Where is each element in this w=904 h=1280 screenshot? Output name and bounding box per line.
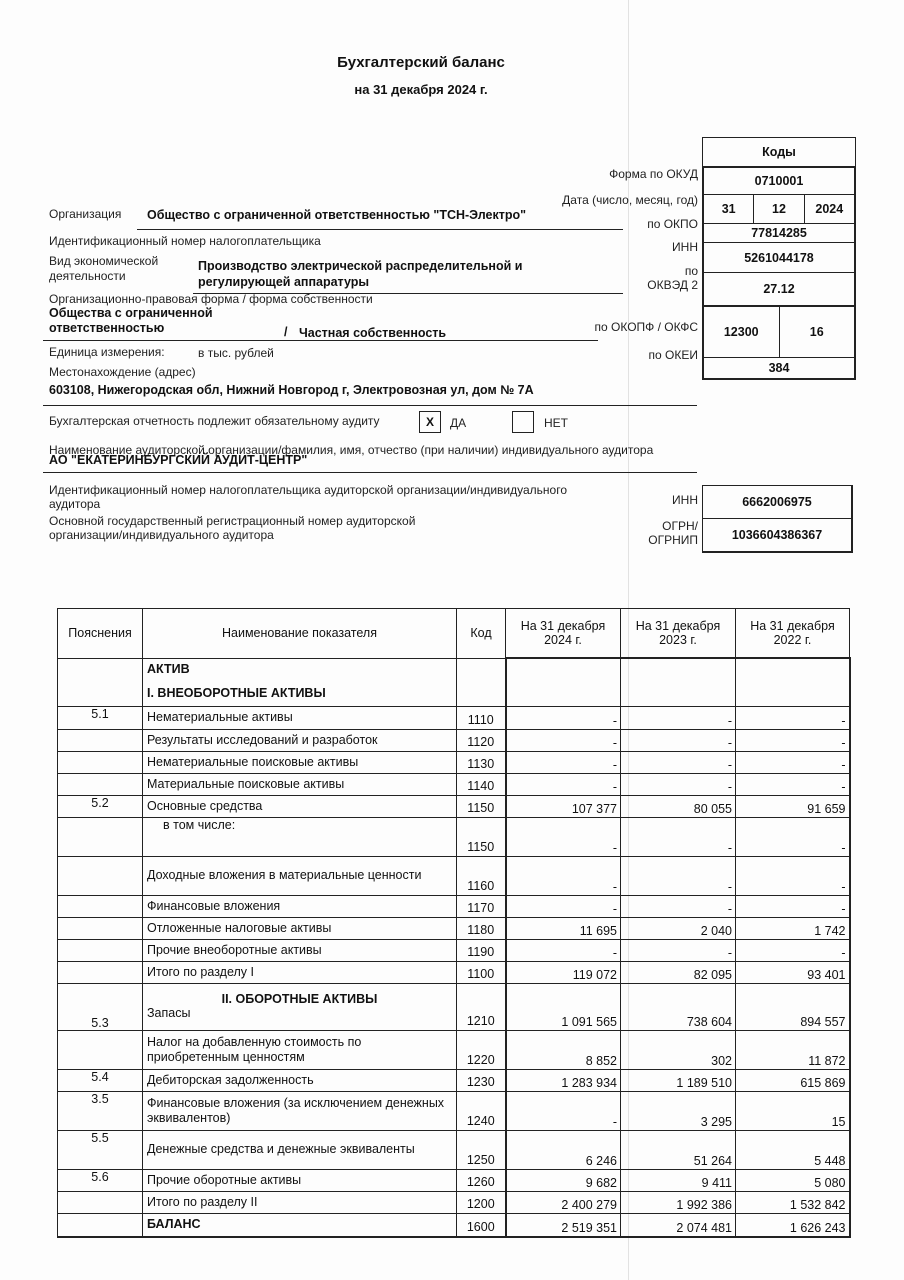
row-value-2022: - [736,706,850,729]
table-row [58,773,850,795]
okved-label-2: ОКВЭД 2 [647,278,698,292]
col-header-notes: Пояснения [58,609,143,659]
audit-yes-label: ДА [450,416,467,430]
row-note: 5.4 [58,1069,143,1091]
row-name-text: Материальные поисковые активы [147,776,345,791]
col-header-2024-l2: 2024 г. [544,633,582,647]
auditor-codes-box [702,485,853,553]
table-row [58,706,850,729]
table-row [58,856,850,895]
row-value-2024: 9 682 [506,1169,621,1191]
row-name-text: Доходные вложения в материальные ценности [147,868,422,882]
row-value-2022: - [736,939,850,961]
section-aktiv: АКТИВ [147,661,190,676]
codes-box [702,137,856,380]
date-month: 12 [753,195,803,223]
row-value-2024: - [506,817,621,856]
date-label: Дата (число, месяц, год) [562,193,698,207]
row-value-2023: 302 [621,1030,736,1069]
row-name-text: Денежные средства и денежные эквиваленты [147,1142,415,1156]
table-row [58,1213,850,1237]
okpo-value: 77814285 [751,226,807,240]
table-row [58,1069,850,1091]
row-name-text: Основные средства [147,798,263,813]
table-row [58,751,850,773]
row-value-2024: - [506,706,621,729]
col-header-2024 [506,609,621,659]
row-code: 1140 [457,773,506,795]
row-name-text: Прочие оборотные активы [147,1172,302,1187]
row-note [58,856,143,895]
row-value-2023: 2 074 481 [621,1213,736,1237]
row-name [143,1169,457,1191]
row-value-2022: - [736,729,850,751]
row-value-2022: 615 869 [736,1069,850,1091]
okud-label: Форма по ОКУД [609,167,698,181]
row-name [143,1091,457,1130]
row-value-2022: 1 742 [736,917,850,939]
row-code: 1190 [457,939,506,961]
row-code: 1130 [457,751,506,773]
row-value-2023: 2 040 [621,917,736,939]
row-note [58,729,143,751]
row-value-2022: - [736,856,850,895]
row-code: 1120 [457,729,506,751]
row-value-2023: 9 411 [621,1169,736,1191]
row-note [58,1191,143,1213]
table-row [58,1130,850,1169]
row-note: 5.6 [58,1169,143,1191]
row-value-2024: - [506,773,621,795]
row-name [143,817,457,856]
row-name [143,795,457,817]
col-header-2022-l1: На 31 декабря [750,619,835,633]
table-row [58,795,850,817]
okved-label-1: по [684,264,698,278]
table-row [58,817,850,856]
table-row [58,939,850,961]
auditor-inn-short-label: ИНН [672,493,698,507]
row-code: 1220 [457,1030,506,1069]
row-value-2024: 2 400 279 [506,1191,621,1213]
row-note [58,1030,143,1069]
unit-value: в тыс. рублей [198,346,274,360]
okopf-label: по ОКОПФ / ОКФС [594,320,698,334]
row-value-2023: - [621,751,736,773]
row-value-2024: 2 519 351 [506,1213,621,1237]
row-code: 1600 [457,1213,506,1237]
auditor-ogrn-short-label-1: ОГРН/ [662,519,698,533]
row-value-2023: 1 189 510 [621,1069,736,1091]
row-value-2024: - [506,751,621,773]
auditor-inn-label-1: Идентификационный номер налогоплательщика аудиторской организации/индивидуального [49,483,567,497]
row-note [58,817,143,856]
row-value-2022: 93 401 [736,961,850,983]
auditor-ogrn-label-1: Основной государственный регистрационный номер аудиторской [49,514,416,528]
col-header-code: Код [457,609,506,659]
row-code: 1170 [457,895,506,917]
row-value-2022: - [736,817,850,856]
row-name-text: Финансовые вложения (за исключением денежных эквивалентов) [147,1095,445,1125]
row-note: 5.2 [58,795,143,817]
col-header-2024-l1: На 31 декабря [520,619,606,633]
row-name [143,1069,457,1091]
org-underline [137,229,623,230]
row-note: 5.1 [58,706,143,729]
row-name-text: Результаты исследований и разработок [147,732,378,747]
row-value-2023: 51 264 [621,1130,736,1169]
row-value-2022: 15 [736,1091,850,1130]
row-value-2022: - [736,895,850,917]
table-row [58,1030,850,1069]
table-row [58,895,850,917]
row-code: 1150 [457,795,506,817]
row-name-text: Отложенные налоговые активы [147,920,332,935]
row-name [143,961,457,983]
row-code: 1250 [457,1130,506,1169]
inn-field-label: Идентификационный номер налогоплательщика [49,234,321,248]
row-value-2024: - [506,895,621,917]
date-year: 2024 [804,195,854,223]
row-value-2024: 11 695 [506,917,621,939]
row-name [143,1213,457,1237]
row-name [143,773,457,795]
row-value-2023: 738 604 [621,983,736,1030]
row-name [143,983,457,1030]
row-name-text: Итого по разделу I [147,964,254,979]
auditor-ogrn-label-2: организации/индивидуального аудитора [49,528,274,542]
row-value-2023: - [621,856,736,895]
row-name-text: Дебиторская задолженность [147,1072,314,1087]
row-name-text: Прочие внеоборотные активы [147,942,322,957]
row-value-2022: 91 659 [736,795,850,817]
auditor-inn-label-2: аудитора [49,497,101,511]
row-value-2022: - [736,751,850,773]
table-row [58,1169,850,1191]
legal-form-value-2: ответственностью [49,321,165,335]
row-code: 1100 [457,961,506,983]
row-name-text: Финансовые вложения [147,898,281,913]
row-name [143,1130,457,1169]
legal-form-label: Организационно-правовая форма / форма собственности [49,292,373,306]
document-subtitle: на 31 декабря 2024 г. [354,82,488,97]
row-note: 5.3 [58,983,143,1030]
col-header-2023-l1: На 31 декабря [635,619,721,633]
auditor-ogrn-value: 1036604386367 [703,518,851,551]
col-header-2022 [736,609,850,659]
table-row [58,729,850,751]
row-value-2024: 6 246 [506,1130,621,1169]
document-title: Бухгалтерский баланс [337,54,505,71]
auditor-ogrn-short-label-2: ОГРНИП [648,533,698,547]
address-value: 603108, Нижегородская обл, Нижний Новгород г, Электровозная ул, дом № 7А [49,383,534,397]
row-value-2024: - [506,939,621,961]
activity-label-2: деятельности [49,269,126,283]
activity-value-1: Производство электрической распределительной и [198,259,523,273]
address-label: Местонахождение (адрес) [49,365,196,379]
legal-form-value-1: Общества с ограниченной [49,306,213,320]
row-code: 1230 [457,1069,506,1091]
ownership-separator: / [284,325,288,339]
row-value-2022: 11 872 [736,1030,850,1069]
row-value-2023: - [621,773,736,795]
row-value-2022: - [736,773,850,795]
row-value-2024: - [506,1091,621,1130]
row-value-2024: 1 091 565 [506,983,621,1030]
audit-no-label: НЕТ [544,416,568,430]
row-name [143,706,457,729]
row-name [143,751,457,773]
audit-no-checkbox[interactable] [512,411,534,433]
okved-value: 27.12 [763,282,795,296]
activity-value-2: регулирующей аппаратуры [198,275,370,289]
row-name-text: Запасы [147,1006,191,1020]
row-value-2024: - [506,856,621,895]
row-value-2024: - [506,729,621,751]
okei-label: по ОКЕИ [648,348,698,362]
audit-yes-checkbox[interactable]: X [419,411,441,433]
row-name-text: в том числе: [163,817,236,832]
table-row [58,983,850,1030]
audit-question: Бухгалтерская отчетность подлежит обязательному аудиту [49,414,380,428]
table-header-row [58,609,850,659]
okopf-value: 12300 [723,325,759,339]
row-name [143,1191,457,1213]
row-note [58,939,143,961]
row-value-2024: 119 072 [506,961,621,983]
row-value-2024: 8 852 [506,1030,621,1069]
org-value: Общество с ограниченной ответственностью "ТСН-Электро" [147,208,527,222]
unit-label: Единица измерения: [49,345,165,359]
address-underline [43,405,697,406]
col-header-2023-l2: 2023 г. [659,633,697,647]
row-code: 1160 [457,856,506,895]
row-note [58,1213,143,1237]
row-note [58,751,143,773]
row-note: 5.5 [58,1130,143,1169]
row-name-text: БАЛАНС [147,1217,201,1231]
table-row [58,1191,850,1213]
ownership-value: Частная собственность [299,326,447,340]
row-value-2022: 1 532 842 [736,1191,850,1213]
table-row [58,1091,850,1130]
row-value-2022: 5 080 [736,1169,850,1191]
row-value-2023: 1 992 386 [621,1191,736,1213]
row-note: 3.5 [58,1091,143,1130]
org-label: Организация [49,207,122,221]
row-value-2023: 3 295 [621,1091,736,1130]
row-value-2022: 1 626 243 [736,1213,850,1237]
okud-value: 0710001 [754,174,804,188]
row-value-2023: - [621,729,736,751]
row-value-2023: 80 055 [621,795,736,817]
row-code: 1260 [457,1169,506,1191]
row-code: 1210 [457,983,506,1030]
row-value-2022: 5 448 [736,1130,850,1169]
row-note [58,961,143,983]
table-row [58,917,850,939]
codes-header: Коды [703,138,855,168]
row-value-2023: - [621,895,736,917]
auditor-inn-value: 6662006975 [742,495,812,509]
section-1-title: I. ВНЕОБОРОТНЫЕ АКТИВЫ [147,685,326,700]
okfs-value: 16 [779,307,855,357]
row-name-text: Нематериальные поисковые активы [147,754,359,769]
row-name [143,895,457,917]
row-code: 1150 [457,817,506,856]
row-name-text: Нематериальные активы [147,710,293,724]
row-code: 1180 [457,917,506,939]
col-header-2022-l2: 2022 г. [773,633,812,647]
row-code: 1240 [457,1091,506,1130]
row-code: 1200 [457,1191,506,1213]
row-note [58,895,143,917]
row-name [143,917,457,939]
row-value-2023: - [621,939,736,961]
table-row [58,961,850,983]
col-header-name: Наименование показателя [143,609,457,659]
inn-label: ИНН [672,240,698,254]
date-day: 31 [721,202,736,216]
row-value-2024: 1 283 934 [506,1069,621,1091]
row-value-2024: 107 377 [506,795,621,817]
row-note [58,773,143,795]
row-name-text: Налог на добавленную стоимость по приобретенным ценностям [147,1034,362,1064]
row-value-2023: - [621,706,736,729]
row-name [143,1030,457,1069]
row-name [143,729,457,751]
okei-value: 384 [768,361,790,375]
section-header-row [58,658,850,706]
section-2-title: II. ОБОРОТНЫЕ АКТИВЫ [221,992,378,1006]
auditor-name-label: Наименование аудиторской организации/фамилия, имя, отчество (при наличии) индивидуального аудитора [49,443,654,457]
col-header-2023 [621,609,736,659]
activity-label-1: Вид экономической [49,254,159,268]
okpo-label: по ОКПО [647,217,698,231]
legal-form-underline [43,340,598,341]
row-value-2023: - [621,817,736,856]
inn-value: 5261044178 [744,250,814,265]
row-value-2022: 894 557 [736,983,850,1030]
row-name [143,939,457,961]
auditor-name: АО "ЕКАТЕРИНБУРГСКИЙ АУДИТ-ЦЕНТР" [49,453,308,467]
auditor-underline [43,472,697,473]
row-note [58,917,143,939]
row-code: 1110 [457,706,506,729]
row-name-text: Итого по разделу II [147,1194,258,1209]
row-name [143,856,457,895]
row-value-2023: 82 095 [621,961,736,983]
balance-table [57,608,851,1238]
